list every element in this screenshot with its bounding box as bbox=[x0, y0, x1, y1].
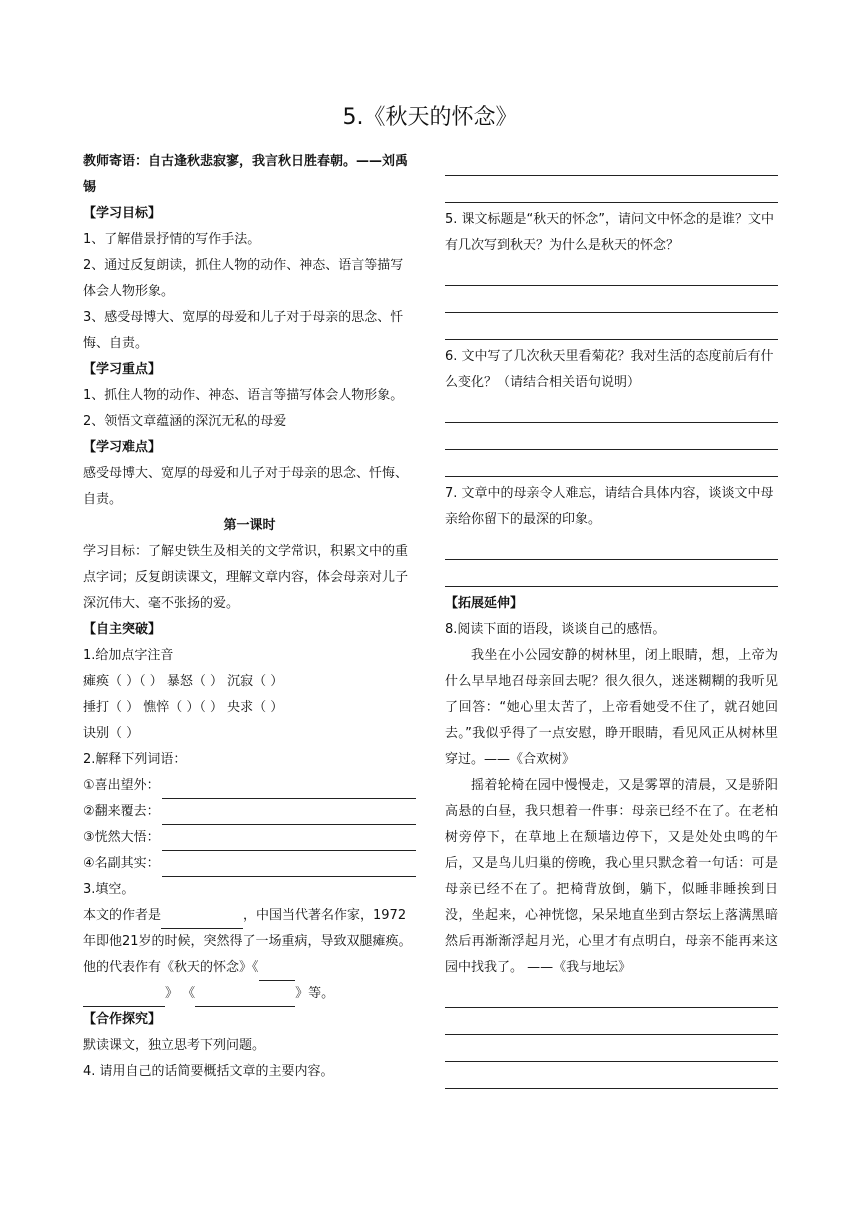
answer-line[interactable] bbox=[162, 780, 416, 799]
fill-paragraph bbox=[83, 903, 416, 1007]
word-label: ②翻来覆去： bbox=[83, 804, 160, 819]
answer-line[interactable] bbox=[445, 450, 778, 477]
word-label: ①喜出望外： bbox=[83, 778, 160, 793]
answer-line[interactable] bbox=[445, 396, 778, 423]
word-row[interactable] bbox=[83, 773, 416, 799]
question-6: 6. 文中写了几次秋天里看菊花？我对生活的态度前后有什么变化？（请结合相关语句说明） bbox=[445, 349, 774, 390]
word-row[interactable] bbox=[83, 799, 416, 825]
question-7: 7. 文章中的母亲令人难忘，请结合具体内容，谈谈文中母亲给你留下的最深的印象。 bbox=[445, 486, 774, 527]
word-label: ③恍然大悟： bbox=[83, 830, 160, 845]
question-3: 3.填空。 bbox=[83, 882, 135, 897]
coop-heading: 【合作探究】 bbox=[83, 1012, 162, 1027]
answer-line[interactable] bbox=[162, 806, 416, 825]
pinyin-row[interactable]: 瘫痪（ ）（ ） 暴怒（ ） 沉寂（ ） bbox=[83, 674, 284, 689]
fill-text: 》等。 bbox=[295, 986, 335, 1001]
pinyin-row[interactable]: 捶打（ ） 憔悴（ ）（ ） 央求（ ） bbox=[83, 700, 284, 715]
question-1: 1.给加点字注音 bbox=[83, 648, 174, 663]
answer-line[interactable] bbox=[445, 423, 778, 450]
answer-line[interactable] bbox=[445, 533, 778, 560]
answer-line[interactable] bbox=[445, 1062, 778, 1089]
key-item: 2、领悟文章蕴涵的深沉无私的母爱 bbox=[83, 414, 287, 429]
goal-item: 1、了解借景抒情的写作手法。 bbox=[83, 232, 261, 247]
difficulty-text: 感受母博大、宽厚的母爱和儿子对于母亲的思念、忏悔、自责。 bbox=[83, 466, 409, 507]
answer-line[interactable] bbox=[445, 259, 778, 286]
reading-passage-2: 摇着轮椅在园中慢慢走，又是雾罩的清晨，又是骄阳高悬的白昼，我只想着一件事：母亲已经不在了。在老柏树旁停下，在草地上在颓墙边停下，又是处处虫鸣的午后，又是鸟儿归巢的傍晚，我心里只默念着一句话：可是母亲已经不在了。把椅背放倒，躺下，似睡非睡挨到日没，坐起来，心神恍惚，呆呆地直坐到古祭坛上落满黑暗然后再渐渐浮起月光，心里才有点明白，母亲不能再来这园中找我了。 ——《我与地坛》 bbox=[445, 778, 778, 975]
goals-heading: 【学习目标】 bbox=[83, 206, 162, 221]
answer-line[interactable] bbox=[445, 286, 778, 313]
work-blank[interactable] bbox=[83, 988, 165, 1007]
work-blank-start[interactable] bbox=[259, 962, 295, 981]
question-2: 2.解释下列词语： bbox=[83, 752, 187, 767]
extension-heading: 【拓展延伸】 bbox=[445, 596, 524, 611]
pinyin-row[interactable]: 诀别（ ） bbox=[83, 726, 140, 741]
key-item: 1、抓住人物的动作、神态、语言等描写体会人物形象。 bbox=[83, 388, 404, 403]
right-column bbox=[445, 149, 778, 1089]
work-blank[interactable] bbox=[195, 988, 295, 1007]
answer-line[interactable] bbox=[445, 981, 778, 1008]
goal-item: 2、通过反复朗读，抓住人物的动作、神态、语言等描写体会人物形象。 bbox=[83, 258, 404, 299]
fill-text: 》 《 bbox=[165, 986, 196, 1001]
answer-line[interactable] bbox=[445, 1035, 778, 1062]
self-study-heading: 【自主突破】 bbox=[83, 622, 162, 637]
reading-passage-1: 我坐在小公园安静的树林里，闭上眼睛，想，上帝为什么早早地召母亲回去呢？很久很久，迷迷糊糊的我听见了回答：“她心里太苦了，上帝看她受不住了，就召她回去。”我似乎得了一点安慰，睁开眼睛，看见风正从树林里穿过。——《合欢树》 bbox=[445, 648, 778, 767]
answer-line[interactable] bbox=[445, 560, 778, 587]
answer-line[interactable] bbox=[445, 176, 778, 203]
answer-line[interactable] bbox=[445, 313, 778, 340]
teacher-motto: 教师寄语：自古逢秋悲寂寥，我言秋日胜春朝。——刘禹锡 bbox=[83, 154, 409, 195]
answer-line[interactable] bbox=[445, 1008, 778, 1035]
question-4: 4. 请用自己的话简要概括文章的主要内容。 bbox=[83, 1064, 334, 1079]
question-8: 8.阅读下面的语段，谈谈自己的感悟。 bbox=[445, 622, 666, 637]
word-row[interactable] bbox=[83, 825, 416, 851]
left-column bbox=[83, 149, 416, 1085]
key-heading: 【学习重点】 bbox=[83, 362, 162, 377]
word-row[interactable] bbox=[83, 851, 416, 877]
question-5: 5. 课文标题是“秋天的怀念”，请问文中怀念的是谁？文中有几次写到秋天？为什么是秋天的怀念？ bbox=[445, 212, 775, 253]
goal-item: 3、感受母博大、宽厚的母爱和儿子对于母亲的思念、忏悔、自责。 bbox=[83, 310, 404, 351]
author-blank[interactable] bbox=[161, 910, 243, 929]
fill-text: 本文的作者是 bbox=[83, 908, 162, 923]
lesson-title: 第一课时 bbox=[223, 518, 276, 533]
fill-text: ，中国当代著名作家，1972年即他21岁的时候，突然得了一场重病，导致双腿瘫痪。他的代表作有《秋天的怀念》《 bbox=[83, 908, 412, 975]
page-title: 5.《秋天的怀念》 bbox=[342, 105, 518, 130]
answer-line[interactable] bbox=[162, 858, 416, 877]
word-label: ④名副其实： bbox=[83, 856, 160, 871]
lesson-goal: 学习目标：了解史铁生及相关的文学常识，积累文中的重点字词；反复朗读课文，理解文章内容，体会母亲对儿子深沉伟大、毫不张扬的爱。 bbox=[83, 544, 409, 611]
coop-intro: 默读课文，独立思考下列问题。 bbox=[83, 1038, 266, 1053]
answer-line[interactable] bbox=[162, 832, 416, 851]
difficulty-heading: 【学习难点】 bbox=[83, 440, 162, 455]
answer-line[interactable] bbox=[445, 149, 778, 176]
